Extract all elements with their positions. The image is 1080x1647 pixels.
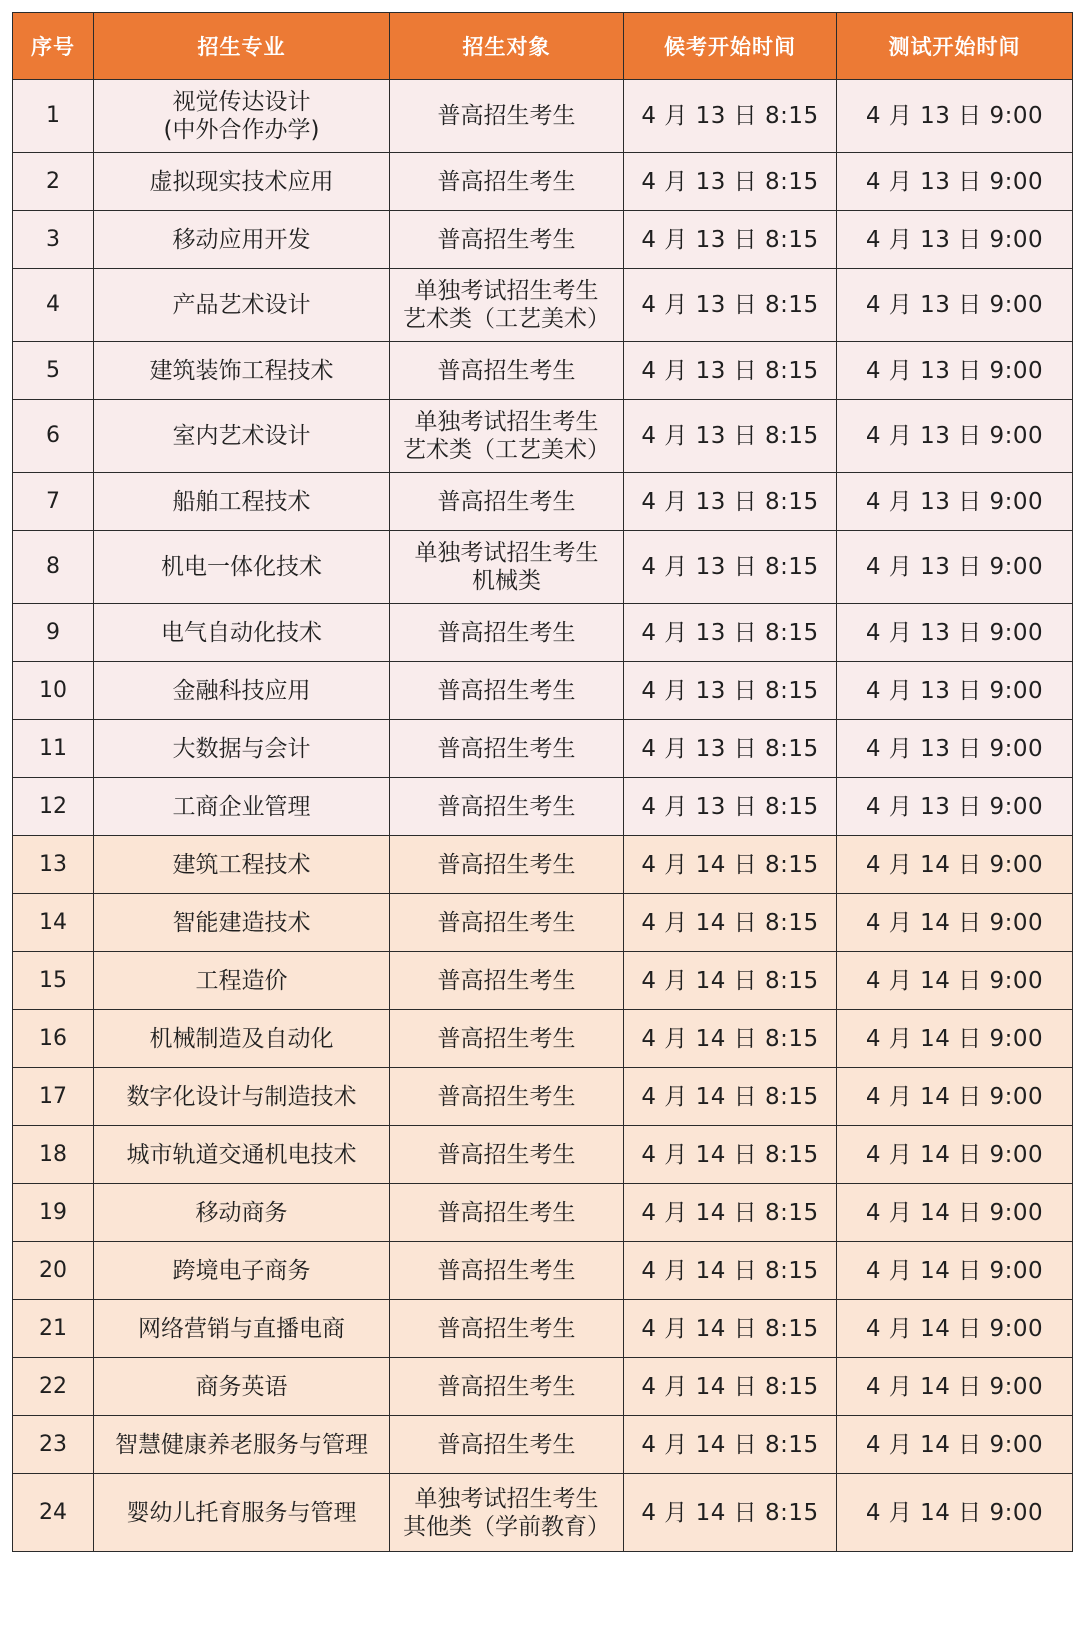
cell-seq-line: 8 — [46, 554, 60, 579]
header-target: 招生对象 — [390, 13, 624, 80]
cell-seq-line: 2 — [46, 168, 60, 194]
cell-major — [94, 778, 390, 836]
cell-target-line: 普高招生考生 — [437, 357, 576, 384]
cell-target — [390, 836, 624, 894]
cell-seq — [13, 1126, 94, 1184]
cell-major-line: 建筑工程技术 — [172, 851, 311, 878]
cell-seq-line: 16 — [39, 1025, 67, 1051]
cell-major-line: 数字化设计与制造技术 — [126, 1083, 357, 1110]
cell-major — [94, 894, 390, 952]
cell-major — [94, 269, 390, 342]
cell-test-time — [837, 1126, 1073, 1184]
cell-test-time — [837, 531, 1073, 604]
cell-target-line: 普高招生考生 — [437, 226, 576, 253]
cell-seq — [13, 1416, 94, 1474]
cell-seq — [13, 531, 94, 604]
cell-major — [94, 1358, 390, 1416]
cell-wait-time — [624, 1010, 837, 1068]
cell-seq — [13, 1242, 94, 1300]
cell-major — [94, 1184, 390, 1242]
table-row — [13, 604, 1073, 662]
cell-target — [390, 1300, 624, 1358]
cell-test-time-line: 4 月 14 日 9:00 — [865, 909, 1044, 936]
table-row — [13, 662, 1073, 720]
cell-test-time — [837, 1416, 1073, 1474]
cell-test-time-line: 4 月 14 日 9:00 — [865, 1083, 1044, 1110]
cell-major-line: 电气自动化技术 — [161, 619, 322, 646]
cell-wait-time — [624, 952, 837, 1010]
cell-major — [94, 153, 390, 211]
cell-target-line: 普高招生考生 — [437, 1141, 576, 1168]
cell-test-time — [837, 342, 1073, 400]
cell-target — [390, 1474, 624, 1552]
cell-seq-line: 3 — [46, 226, 60, 252]
cell-target-line: 单独考试招生考生 — [414, 409, 599, 435]
table-row — [13, 269, 1073, 342]
cell-seq-line: 14 — [39, 909, 67, 935]
cell-seq — [13, 80, 94, 153]
cell-seq-line: 21 — [39, 1315, 67, 1341]
cell-seq-line: 13 — [39, 851, 67, 877]
cell-wait-time-line: 4 月 14 日 8:15 — [641, 1373, 819, 1400]
cell-seq — [13, 1184, 94, 1242]
cell-target-line: 普高招生考生 — [437, 909, 576, 936]
table-row — [13, 1126, 1073, 1184]
schedule-table — [12, 12, 1073, 1552]
cell-seq — [13, 211, 94, 269]
cell-test-time — [837, 1300, 1073, 1358]
cell-target — [390, 1242, 624, 1300]
cell-target — [390, 1358, 624, 1416]
cell-target-line: 普高招生考生 — [437, 1257, 576, 1284]
cell-test-time — [837, 1010, 1073, 1068]
cell-wait-time-line: 4 月 13 日 8:15 — [641, 488, 819, 515]
cell-target-line: 普高招生考生 — [437, 851, 576, 878]
cell-wait-time — [624, 1068, 837, 1126]
cell-major-line: 金融科技应用 — [172, 677, 311, 704]
cell-major-line: 虚拟现实技术应用 — [149, 168, 334, 195]
cell-wait-time — [624, 894, 837, 952]
table-row — [13, 952, 1073, 1010]
cell-target-line: 单独考试招生考生 — [414, 1485, 599, 1512]
cell-test-time-line: 4 月 13 日 9:00 — [865, 292, 1044, 318]
cell-wait-time-line: 4 月 14 日 8:15 — [641, 967, 819, 994]
header-test-time: 测试开始时间 — [837, 13, 1073, 80]
cell-wait-time-line: 4 月 14 日 8:15 — [641, 1431, 819, 1458]
cell-wait-time — [624, 1242, 837, 1300]
cell-seq-line: 10 — [39, 677, 67, 703]
cell-major — [94, 1474, 390, 1552]
cell-major — [94, 952, 390, 1010]
cell-wait-time — [624, 153, 837, 211]
cell-wait-time-line: 4 月 14 日 8:15 — [641, 1499, 819, 1526]
cell-test-time — [837, 1358, 1073, 1416]
cell-major — [94, 662, 390, 720]
cell-major — [94, 604, 390, 662]
cell-target-line: 普高招生考生 — [437, 677, 576, 704]
cell-target — [390, 1416, 624, 1474]
cell-target — [390, 662, 624, 720]
table-row — [13, 153, 1073, 211]
cell-target — [390, 1010, 624, 1068]
cell-wait-time-line: 4 月 14 日 8:15 — [641, 1083, 819, 1110]
cell-seq-line: 17 — [39, 1083, 67, 1109]
cell-seq — [13, 1358, 94, 1416]
cell-wait-time — [624, 1474, 837, 1552]
cell-test-time — [837, 894, 1073, 952]
cell-wait-time-line: 4 月 13 日 8:15 — [641, 226, 819, 253]
cell-seq-line: 6 — [46, 423, 60, 448]
cell-seq-line: 19 — [39, 1199, 67, 1225]
cell-major-line: 移动商务 — [195, 1199, 288, 1226]
cell-major-line: 机械制造及自动化 — [149, 1025, 334, 1052]
cell-seq-line: 20 — [39, 1257, 67, 1283]
cell-target-line: 普高招生考生 — [437, 1199, 576, 1226]
cell-wait-time — [624, 1416, 837, 1474]
table-row — [13, 1300, 1073, 1358]
cell-major-line: 室内艺术设计 — [172, 423, 311, 449]
cell-seq-line: 12 — [39, 793, 67, 819]
cell-target — [390, 1068, 624, 1126]
cell-wait-time — [624, 1184, 837, 1242]
cell-target-line: 普高招生考生 — [437, 967, 576, 994]
cell-seq-line: 15 — [39, 967, 67, 993]
cell-wait-time-line: 4 月 13 日 8:15 — [641, 168, 819, 195]
cell-seq-line: 5 — [46, 357, 60, 383]
cell-seq — [13, 1068, 94, 1126]
cell-test-time-line: 4 月 14 日 9:00 — [865, 851, 1044, 878]
cell-major-line: 工商企业管理 — [172, 793, 311, 820]
cell-seq — [13, 1474, 94, 1552]
cell-test-time — [837, 153, 1073, 211]
cell-target — [390, 778, 624, 836]
cell-target-line: 普高招生考生 — [437, 168, 576, 195]
cell-test-time — [837, 720, 1073, 778]
cell-test-time-line: 4 月 13 日 9:00 — [865, 103, 1044, 129]
cell-major-line: 工程造价 — [195, 967, 288, 994]
cell-test-time — [837, 1184, 1073, 1242]
cell-seq — [13, 604, 94, 662]
cell-test-time-line: 4 月 14 日 9:00 — [865, 1431, 1044, 1458]
cell-major — [94, 211, 390, 269]
cell-test-time-line: 4 月 13 日 9:00 — [865, 488, 1044, 515]
cell-wait-time — [624, 604, 837, 662]
header-seq: 序号 — [13, 13, 94, 80]
cell-target — [390, 80, 624, 153]
cell-test-time-line: 4 月 14 日 9:00 — [865, 1141, 1044, 1168]
cell-target — [390, 473, 624, 531]
cell-major — [94, 720, 390, 778]
cell-test-time — [837, 604, 1073, 662]
cell-target — [390, 531, 624, 604]
table-body — [13, 80, 1073, 1552]
cell-major-line: 大数据与会计 — [172, 735, 311, 762]
table-row — [13, 342, 1073, 400]
cell-major — [94, 473, 390, 531]
cell-test-time-line: 4 月 13 日 9:00 — [865, 168, 1044, 195]
cell-target-line: 艺术类（工艺美术） — [403, 437, 610, 463]
cell-target — [390, 1184, 624, 1242]
table-row — [13, 211, 1073, 269]
cell-target-line: 普高招生考生 — [437, 735, 576, 762]
cell-wait-time-line: 4 月 13 日 8:15 — [641, 292, 819, 318]
cell-major-line: 建筑装饰工程技术 — [149, 357, 334, 384]
cell-major — [94, 1068, 390, 1126]
cell-seq-line: 1 — [46, 103, 60, 128]
cell-seq — [13, 153, 94, 211]
cell-major-line: 城市轨道交通机电技术 — [126, 1141, 357, 1168]
cell-test-time — [837, 1474, 1073, 1552]
cell-wait-time-line: 4 月 14 日 8:15 — [641, 851, 819, 878]
cell-wait-time-line: 4 月 13 日 8:15 — [641, 103, 819, 129]
cell-test-time — [837, 473, 1073, 531]
cell-target-line: 普高招生考生 — [437, 488, 576, 515]
cell-target — [390, 211, 624, 269]
cell-seq — [13, 1010, 94, 1068]
cell-test-time-line: 4 月 14 日 9:00 — [865, 1499, 1044, 1526]
table-row — [13, 1474, 1073, 1552]
table-row — [13, 1242, 1073, 1300]
cell-test-time — [837, 269, 1073, 342]
cell-wait-time — [624, 269, 837, 342]
cell-test-time-line: 4 月 13 日 9:00 — [865, 619, 1044, 646]
cell-seq — [13, 342, 94, 400]
cell-seq-line: 22 — [39, 1373, 67, 1399]
cell-seq-line: 7 — [46, 488, 60, 514]
cell-seq — [13, 400, 94, 473]
table-row — [13, 473, 1073, 531]
table-row — [13, 778, 1073, 836]
cell-wait-time-line: 4 月 13 日 8:15 — [641, 677, 819, 704]
cell-seq-line: 23 — [39, 1431, 67, 1457]
cell-wait-time-line: 4 月 14 日 8:15 — [641, 1141, 819, 1168]
cell-major — [94, 531, 390, 604]
cell-target-line: 普高招生考生 — [437, 1083, 576, 1110]
cell-test-time-line: 4 月 14 日 9:00 — [865, 1315, 1044, 1342]
cell-wait-time — [624, 211, 837, 269]
cell-seq-line: 11 — [39, 735, 67, 761]
cell-target — [390, 1126, 624, 1184]
cell-seq-line: 24 — [39, 1499, 67, 1525]
cell-wait-time-line: 4 月 14 日 8:15 — [641, 909, 819, 936]
cell-seq — [13, 778, 94, 836]
cell-test-time — [837, 836, 1073, 894]
cell-target-line: 普高招生考生 — [437, 1373, 576, 1400]
cell-major-line: 船舶工程技术 — [172, 488, 311, 515]
cell-target — [390, 400, 624, 473]
table-header-row — [13, 13, 1073, 80]
cell-test-time — [837, 662, 1073, 720]
cell-test-time-line: 4 月 14 日 9:00 — [865, 1257, 1044, 1284]
cell-major — [94, 80, 390, 153]
cell-major-line: 跨境电子商务 — [172, 1257, 311, 1284]
cell-test-time — [837, 1068, 1073, 1126]
cell-major-line: 婴幼儿托育服务与管理 — [126, 1499, 357, 1526]
cell-wait-time — [624, 836, 837, 894]
cell-seq — [13, 1300, 94, 1358]
cell-wait-time-line: 4 月 13 日 8:15 — [641, 619, 819, 646]
cell-major-line: 智慧健康养老服务与管理 — [115, 1431, 368, 1458]
cell-target-line: 单独考试招生考生 — [414, 540, 599, 566]
cell-test-time-line: 4 月 13 日 9:00 — [865, 226, 1044, 253]
cell-major-line: (中外合作办学) — [163, 117, 320, 143]
cell-seq-line: 9 — [46, 619, 60, 645]
cell-test-time — [837, 400, 1073, 473]
cell-test-time-line: 4 月 13 日 9:00 — [865, 554, 1044, 580]
cell-target — [390, 952, 624, 1010]
cell-test-time-line: 4 月 13 日 9:00 — [865, 357, 1044, 384]
table-row — [13, 400, 1073, 473]
cell-major-line: 产品艺术设计 — [172, 292, 311, 318]
cell-target-line: 艺术类（工艺美术） — [403, 306, 610, 332]
cell-target — [390, 894, 624, 952]
cell-seq — [13, 473, 94, 531]
cell-wait-time-line: 4 月 13 日 8:15 — [641, 735, 819, 762]
cell-major — [94, 1126, 390, 1184]
cell-major-line: 网络营销与直播电商 — [138, 1315, 345, 1342]
cell-wait-time — [624, 80, 837, 153]
cell-wait-time-line: 4 月 13 日 8:15 — [641, 554, 819, 580]
cell-wait-time-line: 4 月 14 日 8:15 — [641, 1199, 819, 1226]
cell-wait-time — [624, 473, 837, 531]
cell-major — [94, 1300, 390, 1358]
cell-seq — [13, 269, 94, 342]
cell-target-line: 普高招生考生 — [437, 619, 576, 646]
table-row — [13, 531, 1073, 604]
cell-seq — [13, 720, 94, 778]
cell-wait-time-line: 4 月 13 日 8:15 — [641, 423, 819, 449]
cell-major-line: 移动应用开发 — [172, 226, 311, 253]
cell-wait-time-line: 4 月 14 日 8:15 — [641, 1257, 819, 1284]
table-row — [13, 836, 1073, 894]
cell-target-line: 普高招生考生 — [437, 1431, 576, 1458]
cell-seq — [13, 952, 94, 1010]
cell-wait-time — [624, 778, 837, 836]
cell-test-time-line: 4 月 14 日 9:00 — [865, 967, 1044, 994]
cell-target-line: 普高招生考生 — [437, 793, 576, 820]
cell-major — [94, 342, 390, 400]
cell-test-time-line: 4 月 13 日 9:00 — [865, 677, 1044, 704]
cell-test-time — [837, 80, 1073, 153]
cell-wait-time — [624, 531, 837, 604]
cell-seq — [13, 836, 94, 894]
cell-seq-line: 18 — [39, 1141, 67, 1167]
cell-wait-time — [624, 400, 837, 473]
cell-wait-time — [624, 1300, 837, 1358]
cell-major-line: 视觉传达设计 — [172, 89, 311, 115]
cell-test-time — [837, 778, 1073, 836]
cell-wait-time — [624, 1358, 837, 1416]
cell-seq — [13, 894, 94, 952]
cell-wait-time — [624, 720, 837, 778]
cell-wait-time — [624, 342, 837, 400]
cell-seq-line: 4 — [46, 292, 60, 317]
cell-target-line: 单独考试招生考生 — [414, 278, 599, 304]
cell-major-line: 机电一体化技术 — [161, 554, 322, 580]
header-wait-time: 候考开始时间 — [624, 13, 837, 80]
cell-wait-time-line: 4 月 14 日 8:15 — [641, 1025, 819, 1052]
table-row — [13, 1358, 1073, 1416]
cell-seq — [13, 662, 94, 720]
cell-major-line: 智能建造技术 — [172, 909, 311, 936]
table-row — [13, 1184, 1073, 1242]
cell-target — [390, 604, 624, 662]
table-row — [13, 1068, 1073, 1126]
cell-wait-time — [624, 1126, 837, 1184]
cell-test-time-line: 4 月 13 日 9:00 — [865, 735, 1044, 762]
cell-target-line: 普高招生考生 — [437, 1315, 576, 1342]
cell-test-time — [837, 952, 1073, 1010]
cell-target-line: 普高招生考生 — [437, 103, 576, 129]
cell-major-line: 商务英语 — [195, 1373, 288, 1400]
cell-target-line: 普高招生考生 — [437, 1025, 576, 1052]
cell-major — [94, 1242, 390, 1300]
cell-wait-time — [624, 662, 837, 720]
cell-test-time — [837, 211, 1073, 269]
cell-test-time-line: 4 月 13 日 9:00 — [865, 423, 1044, 449]
cell-test-time-line: 4 月 14 日 9:00 — [865, 1373, 1044, 1400]
cell-target — [390, 342, 624, 400]
cell-major — [94, 1416, 390, 1474]
table-row — [13, 1010, 1073, 1068]
cell-major — [94, 1010, 390, 1068]
cell-wait-time-line: 4 月 13 日 8:15 — [641, 793, 819, 820]
cell-wait-time-line: 4 月 14 日 8:15 — [641, 1315, 819, 1342]
cell-test-time-line: 4 月 14 日 9:00 — [865, 1025, 1044, 1052]
table-row — [13, 720, 1073, 778]
table-row — [13, 894, 1073, 952]
cell-major — [94, 400, 390, 473]
cell-target — [390, 720, 624, 778]
header-major: 招生专业 — [94, 13, 390, 80]
cell-major — [94, 836, 390, 894]
table-row — [13, 1416, 1073, 1474]
cell-test-time-line: 4 月 13 日 9:00 — [865, 793, 1044, 820]
cell-target — [390, 153, 624, 211]
cell-target-line: 其他类（学前教育） — [403, 1513, 610, 1540]
cell-test-time-line: 4 月 14 日 9:00 — [865, 1199, 1044, 1226]
table-row — [13, 80, 1073, 153]
cell-wait-time-line: 4 月 13 日 8:15 — [641, 357, 819, 384]
cell-target — [390, 269, 624, 342]
cell-target-line: 机械类 — [472, 568, 541, 594]
cell-test-time — [837, 1242, 1073, 1300]
